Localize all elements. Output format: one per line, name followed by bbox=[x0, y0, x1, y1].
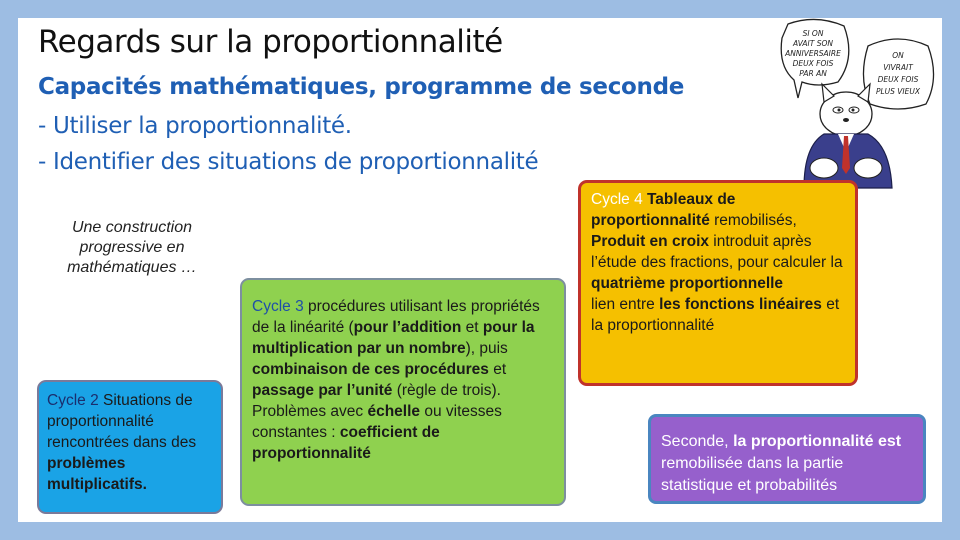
cycle3-text-12: coefficient de proportionnalité bbox=[252, 424, 440, 462]
cycle3-text-5: ), puis bbox=[465, 340, 508, 357]
cycle4-text-2: remobilisés, bbox=[709, 212, 797, 229]
subtitle: Capacités mathématiques, programme de seconde bbox=[38, 74, 685, 100]
bubble1-line3: ANNIVERSAIRE bbox=[785, 49, 841, 58]
cycle3-text-7: et bbox=[488, 361, 507, 378]
cycle4-label: Cycle 4 bbox=[591, 191, 643, 208]
bubble2-line1: ON bbox=[892, 51, 904, 60]
cycle2-box bbox=[37, 380, 223, 514]
cycle2-label: Cycle 2 bbox=[47, 392, 99, 409]
cycle2-text-2: problèmes multiplicatifs. bbox=[47, 455, 147, 493]
seconde-text-3: remobilisée dans la partie statistique et probabilités bbox=[661, 455, 844, 494]
bubble2-line4: PLUS VIEUX bbox=[875, 87, 921, 96]
bubble1-line2: AVAIT SON bbox=[793, 39, 833, 48]
cycle3-text-11: ou vitesses constantes : bbox=[252, 403, 502, 441]
cycle3-text-9: (règle de trois). Problèmes avec bbox=[252, 382, 501, 420]
bubble1-line4: DEUX FOIS bbox=[792, 59, 834, 68]
cycle3-text-6: combinaison de ces procédures bbox=[252, 361, 489, 378]
cycle3-text-10: échelle bbox=[367, 403, 421, 420]
cycle3-text-4: pour la multiplication par un nombre bbox=[252, 319, 535, 357]
cycle4-box bbox=[578, 180, 858, 386]
page-title: Regards sur la proportionnalité bbox=[38, 24, 503, 60]
cycle4-text-7: les fonctions linéaires bbox=[659, 296, 822, 313]
cycle3-box bbox=[240, 278, 566, 506]
cycle4-text-6: lien entre bbox=[591, 296, 660, 313]
cycle4-text-4: introduit après l’étude des fractions, pour calculer la bbox=[591, 233, 843, 271]
slide bbox=[18, 18, 942, 522]
bubble1-line5: PAR AN bbox=[799, 69, 827, 78]
cartoon-cat-illustration bbox=[758, 18, 942, 190]
seconde-text-2: la proportionnalité est bbox=[733, 433, 902, 450]
cycle4-text-3: Produit en croix bbox=[591, 233, 709, 250]
intro-text: Une construction progressive en mathématiques … bbox=[67, 219, 197, 276]
cycle4-text-5: quatrième proportionnelle bbox=[591, 275, 784, 292]
cycle3-label: Cycle 3 bbox=[252, 298, 304, 315]
cycle3-text-3: et bbox=[461, 319, 483, 336]
seconde-text-1: , bbox=[724, 433, 734, 450]
cycle4-text-1: Tableaux de proportionnalité bbox=[591, 191, 736, 229]
seconde-box bbox=[648, 414, 926, 504]
cycle4-text-8: et la proportionnalité bbox=[591, 296, 840, 334]
bubble2-line3: DEUX FOIS bbox=[877, 75, 919, 84]
seconde-label: Seconde bbox=[661, 433, 725, 450]
cycle3-text-8: passage par l’unité bbox=[252, 382, 393, 399]
cycle2-text-1: Situations de proportionnalité rencontrées dans des bbox=[47, 392, 197, 451]
bubble2-line2: VIVRAIT bbox=[883, 63, 913, 72]
cycle3-text-2: pour l’addition bbox=[353, 319, 462, 336]
cycle3-text-1: procédures utilisant les propriétés de la linéarité ( bbox=[252, 298, 540, 336]
bullet-1: - Utiliser la proportionnalité. bbox=[38, 113, 352, 139]
bubble1-line1: SI ON bbox=[802, 29, 824, 38]
bullet-2: - Identifier des situations de proportionnalité bbox=[38, 149, 539, 175]
